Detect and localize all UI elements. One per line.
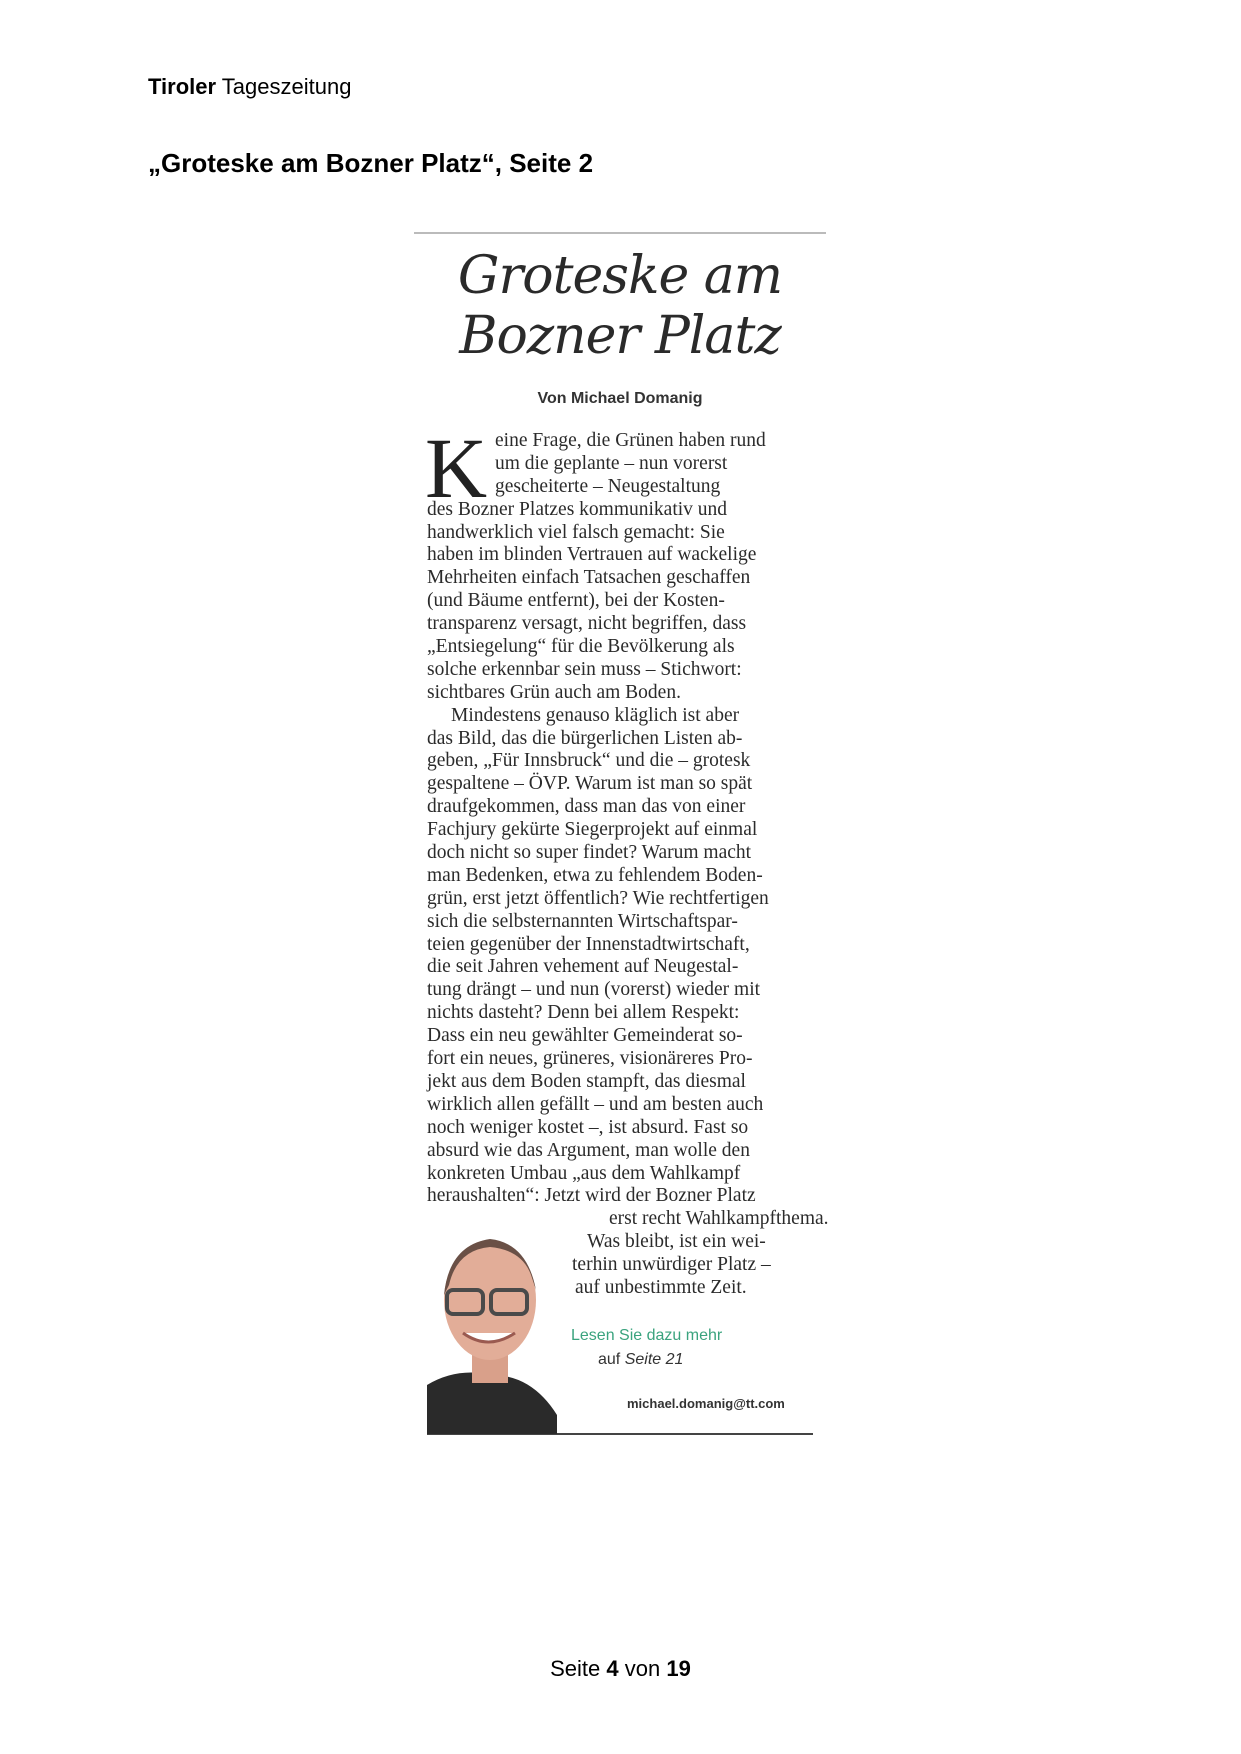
author-email: michael.domanig@tt.com bbox=[627, 1396, 785, 1411]
body-line: des Bozner Platzes kommunikativ und bbox=[427, 498, 728, 520]
body-line: man Bedenken, etwa zu fehlendem Boden- bbox=[427, 864, 763, 886]
body-line: eine Frage, die Grünen haben rund bbox=[495, 430, 766, 451]
read-more-prefix: auf bbox=[598, 1351, 621, 1368]
read-more-label: Lesen Sie dazu mehr bbox=[571, 1327, 723, 1344]
body-line: teien gegenüber der Innenstadtwirtschaft, bbox=[427, 933, 750, 955]
top-rule bbox=[414, 232, 826, 234]
body-line: noch weniger kostet –, ist absurd. Fast so bbox=[427, 1116, 749, 1138]
body-line: wirklich allen gefällt – und am besten auch bbox=[427, 1093, 764, 1115]
article-title bbox=[414, 246, 826, 366]
body-line: Mehrheiten einfach Tatsachen geschaffen bbox=[427, 567, 751, 589]
body-line: absurd wie das Argument, man wolle den bbox=[427, 1139, 750, 1161]
body-line: sichtbares Grün auch am Boden. bbox=[427, 681, 681, 703]
body-line: nichts dasteht? Denn bei allem Respekt: bbox=[427, 1002, 740, 1024]
body-line: Was bleibt, ist ein wei- bbox=[587, 1231, 766, 1253]
body-line: solche erkennbar sein muss – Stichwort: bbox=[427, 658, 742, 680]
page-footer bbox=[0, 1656, 1241, 1682]
read-more-page-ref: Seite 21 bbox=[624, 1351, 684, 1368]
drop-cap: K bbox=[425, 420, 488, 516]
body-line: fort ein neues, grüneres, visionäreres Pro- bbox=[427, 1048, 753, 1070]
newspaper-name-rest: Tageszeitung bbox=[221, 74, 352, 99]
body-line: jekt aus dem Boden stampft, das diesmal bbox=[427, 1070, 746, 1092]
body-line: draufgekommen, dass man das von einer bbox=[427, 796, 746, 818]
body-line: „Entsiegelung“ für die Bevölkerung als bbox=[427, 636, 735, 658]
body-line: haben im blinden Vertrauen auf wackelige bbox=[427, 544, 757, 566]
body-line: grün, erst jetzt öffentlich? Wie rechtfertigen bbox=[427, 887, 769, 909]
body-line: transparenz versagt, nicht begriffen, dass bbox=[427, 613, 747, 635]
body-line: auf unbestimmte Zeit. bbox=[575, 1276, 747, 1298]
footer-total: 19 bbox=[666, 1656, 691, 1681]
body-line: gespaltene – ÖVP. Warum ist man so spät bbox=[427, 773, 753, 795]
byline: Von Michael Domanig bbox=[537, 390, 703, 407]
body-line: sich die selbsternannten Wirtschaftspar- bbox=[427, 910, 738, 932]
newspaper-name-bold: Tiroler bbox=[148, 74, 217, 99]
body-line: um die geplante – nun vorerst bbox=[495, 452, 728, 474]
footer-page: 4 bbox=[606, 1656, 619, 1681]
body-line: doch nicht so super findet? Warum macht bbox=[427, 842, 752, 864]
body-line: heraushalten“: Jetzt wird der Bozner Platz bbox=[427, 1185, 756, 1207]
title-line: Groteske am bbox=[457, 246, 783, 306]
body-line: das Bild, das die bürgerlichen Listen ab- bbox=[427, 727, 743, 749]
body-line: konkreten Umbau „aus dem Wahlkampf bbox=[427, 1162, 741, 1184]
body-line: die seit Jahren vehement auf Neugestal- bbox=[427, 956, 739, 978]
newspaper-name bbox=[148, 74, 351, 100]
read-more-page bbox=[598, 1351, 683, 1369]
body-line: Dass ein neu gewählter Gemeinderat so- bbox=[427, 1025, 743, 1047]
body-line: erst recht Wahlkampfthema. bbox=[609, 1208, 829, 1230]
body-line: terhin unwürdiger Platz – bbox=[572, 1254, 771, 1276]
clipping-heading: „Groteske am Bozner Platz“, Seite 2 bbox=[148, 148, 594, 178]
body-line: (und Bäume entfernt), bei der Kosten- bbox=[427, 590, 725, 612]
body-line: gescheiterte – Neugestaltung bbox=[495, 475, 721, 497]
article-body bbox=[427, 430, 829, 1300]
body-line: Fachjury gekürte Siegerprojekt auf einmal bbox=[427, 819, 758, 841]
title-line: Bozner Platz bbox=[459, 306, 781, 366]
body-line: tung drängt – und nun (vorerst) wieder mit bbox=[427, 979, 761, 1001]
footer-prefix: Seite bbox=[550, 1656, 601, 1681]
body-line: handwerklich viel falsch gemacht: Sie bbox=[427, 521, 725, 543]
body-line: geben, „Für Innsbruck“ und die – grotesk bbox=[427, 750, 751, 772]
body-line: Mindestens genauso kläglich ist aber bbox=[451, 704, 740, 726]
footer-mid: von bbox=[624, 1656, 661, 1681]
